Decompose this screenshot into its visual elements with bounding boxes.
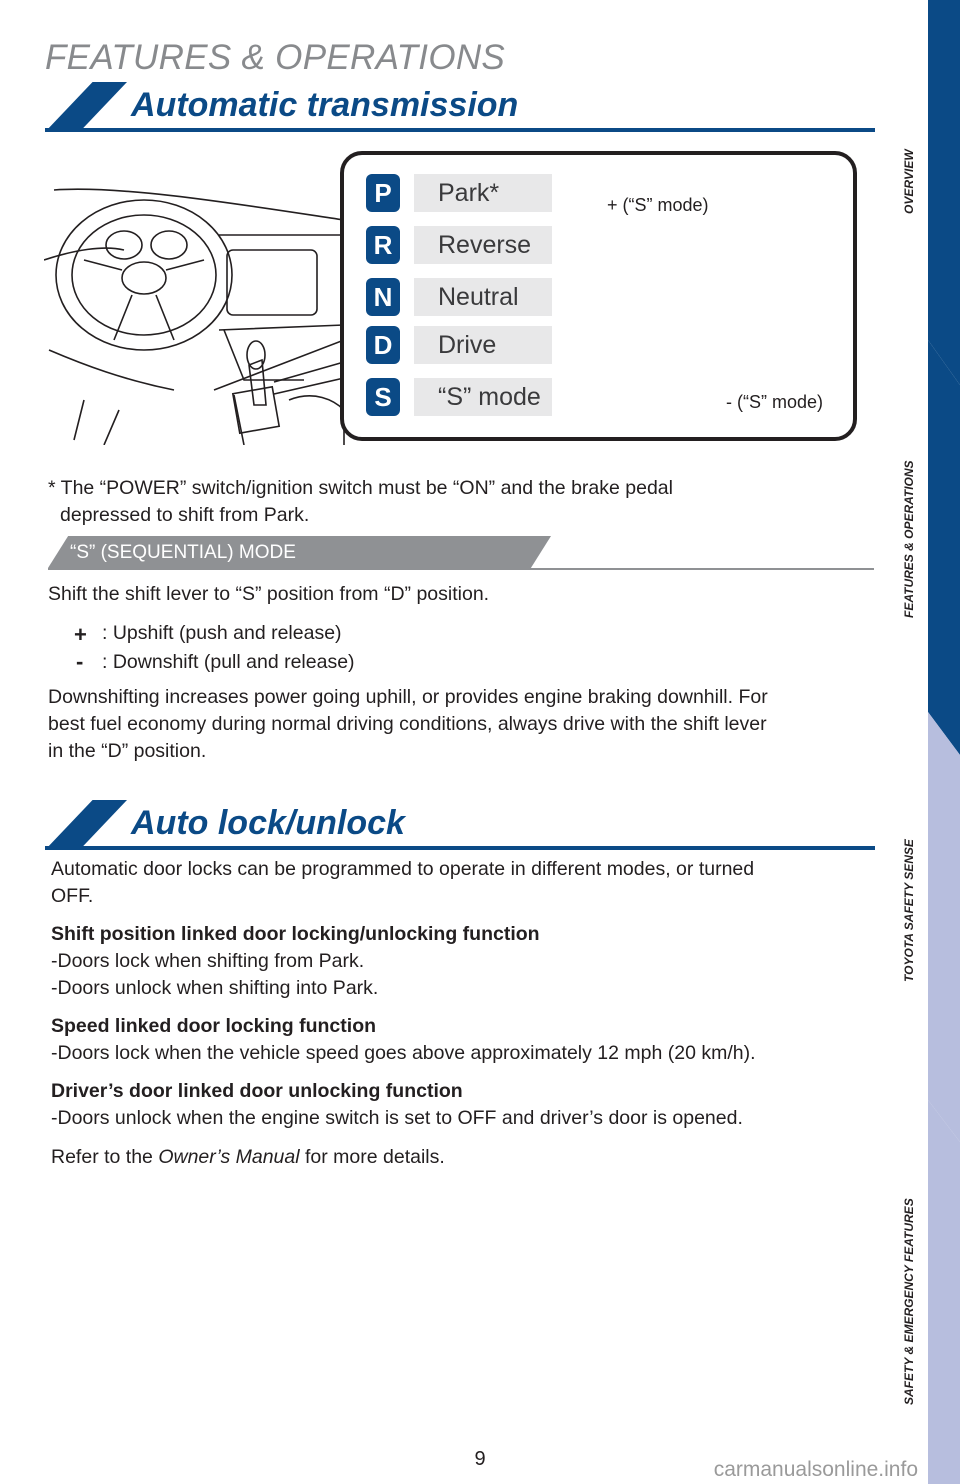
shift-linked-line-1: -Doors lock when shifting from Park. bbox=[51, 950, 365, 972]
gear-badge-s: S bbox=[366, 378, 400, 416]
side-tabs bbox=[890, 0, 960, 1484]
gear-label-reverse: Reverse bbox=[414, 226, 552, 264]
speed-linked-heading: Speed linked door locking function bbox=[51, 1015, 377, 1037]
downshift-text: : Downshift (pull and release) bbox=[102, 651, 355, 673]
minus-s-mode-label: - (“S” mode) bbox=[726, 392, 824, 412]
upshift-text: : Upshift (push and release) bbox=[102, 622, 342, 644]
gear-label-neutral: Neutral bbox=[414, 278, 552, 316]
banner-accent bbox=[45, 82, 127, 132]
driver-door-line-1: -Doors unlock when the engine switch is set to OFF and driver’s door is opened. bbox=[51, 1107, 743, 1129]
s-mode-banner-label: “S” (SEQUENTIAL) MODE bbox=[70, 542, 296, 563]
gear-badge-n: N bbox=[366, 278, 400, 316]
footnote-line-2: depressed to shift from Park. bbox=[60, 504, 310, 526]
auto-lock-title: Auto lock/unlock bbox=[131, 804, 405, 842]
tab-features-operations[interactable]: FEATURES & OPERATIONS bbox=[902, 460, 916, 618]
shift-linked-heading: Shift position linked door locking/unlocking function bbox=[51, 923, 540, 945]
refer-manual-line bbox=[51, 1144, 445, 1171]
tab-safety-emergency[interactable]: SAFETY & EMERGENCY FEATURES bbox=[902, 1198, 916, 1405]
auto-lock-banner-rule bbox=[45, 846, 875, 850]
s-mode-body-line-3: in the “D” position. bbox=[48, 740, 207, 762]
downshift-symbol: - bbox=[76, 649, 84, 674]
tab-overview-shape bbox=[928, 0, 960, 385]
auto-lock-banner-accent bbox=[45, 800, 127, 850]
s-mode-banner bbox=[48, 536, 874, 570]
s-mode-body-line-2: best fuel economy during normal driving conditions, always drive with the shift lever bbox=[48, 713, 767, 735]
auto-lock-intro-line-1: Automatic door locks can be programmed to operate in different modes, or turned bbox=[51, 858, 755, 880]
s-mode-body-line-1: Downshifting increases power going uphill, or provides engine braking downhill. For bbox=[48, 686, 768, 708]
gear-label-park: Park* bbox=[414, 174, 552, 212]
gear-label-drive: Drive bbox=[414, 326, 552, 364]
banner-rule bbox=[45, 128, 875, 132]
tab-overview[interactable]: OVERVIEW bbox=[902, 149, 916, 214]
automatic-transmission-title: Automatic transmission bbox=[131, 86, 519, 124]
speed-linked-line-1: -Doors lock when the vehicle speed goes above approximately 12 mph (20 km/h). bbox=[51, 1042, 756, 1064]
page-number: 9 bbox=[474, 1448, 486, 1470]
watermark: carmanualsonline.info bbox=[713, 1458, 918, 1481]
section-title: FEATURES & OPERATIONS bbox=[45, 38, 506, 77]
gear-badge-r: R bbox=[366, 226, 400, 264]
plus-s-mode-label: + (“S” mode) bbox=[607, 195, 709, 215]
transmission-illustration bbox=[44, 150, 859, 445]
gear-badge-p: P bbox=[366, 174, 400, 212]
refer-suffix: for more details. bbox=[299, 1146, 445, 1168]
tab-safety-sense-shape bbox=[928, 712, 960, 1142]
auto-lock-banner bbox=[45, 800, 875, 850]
gear-label-s-mode: “S” mode bbox=[414, 378, 552, 416]
gear-badge-d: D bbox=[366, 326, 400, 364]
side-tab-shapes bbox=[890, 0, 960, 1484]
s-mode-intro: Shift the shift lever to “S” position from “D” position. bbox=[48, 583, 490, 605]
tab-features-shape bbox=[928, 340, 960, 755]
owners-manual-ref: Owner’s Manual bbox=[158, 1146, 300, 1168]
tab-toyota-safety-sense[interactable]: TOYOTA SAFETY SENSE bbox=[902, 839, 916, 982]
auto-lock-intro-line-2: OFF. bbox=[51, 885, 94, 907]
driver-door-heading: Driver’s door linked door unlocking function bbox=[51, 1080, 463, 1102]
footnote-line-1: * The “POWER” switch/ignition switch must be “ON” and the brake pedal bbox=[48, 477, 673, 499]
refer-prefix: Refer to the bbox=[51, 1146, 159, 1168]
tab-emergency-shape bbox=[928, 1100, 960, 1484]
s-mode-banner-rule bbox=[48, 568, 874, 570]
automatic-transmission-banner bbox=[45, 82, 875, 132]
upshift-symbol: + bbox=[74, 622, 87, 647]
shift-linked-line-2: -Doors unlock when shifting into Park. bbox=[51, 977, 379, 999]
